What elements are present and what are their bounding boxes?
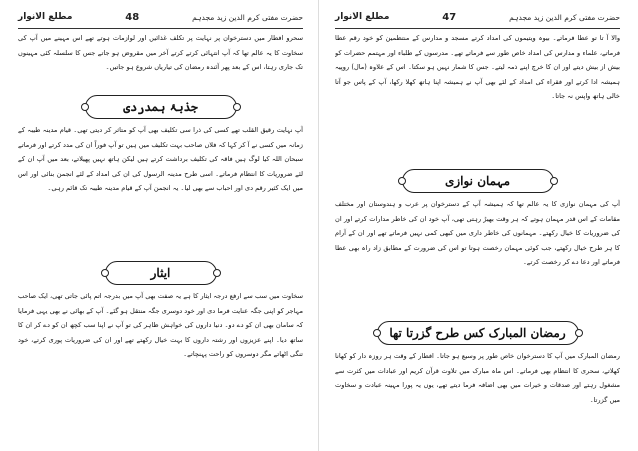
page-header (335, 6, 620, 29)
page-47 (325, 0, 630, 451)
page-number: 47 (442, 11, 457, 23)
section-heading-sacrifice: ایثار (105, 261, 217, 285)
paragraph: والا آ تا تو عطا فرماتے۔ بیوہ ویتیموں کی امداد کرتے مسجد و مدارس کے منتظمین کو خود رقم عطا فرماتے، علماء و مدارس کی امداد خاص طور سے فرماتے تھے۔ مدرسوں کے طلباء اور مہتمم حضرات کو بیش از بیش دیتے اور ان کا خرچ اپنے ذمہ لیتے۔ جس کا شمار نہیں ہو سکتا۔ اس کے علاوہ (مال) روپیہ ہمیشہ ادا کرتے اور فقراء کی امداد کے لئے بھی آپ نے ہمیشہ اپنا ہاتھ کھلا رکھا، آپ کے پاس جو آتا خالی ہاتھ واپس نہ جاتا۔ (335, 34, 620, 101)
page-gutter (318, 0, 319, 451)
page-number: 48 (125, 11, 140, 23)
paragraph: آپ کی مہمان نوازی کا یہ عالم تھا کہ ہمیشہ آپ کے دسترخوان پر عرب و ہندوستان اور مختلف مقامات کے اس قدر مہمان ہوتے کہ ہر وقت بھیڑ رہتی تھی، آپ خود ان کی خاطر مدارات کرتے اور ان کی ضروریات کا خیال رکھتے۔ مہمانوں کی خاطر داری میں کبھی کمی نہیں فرماتے تھے اور ان کے آرام کا ہر طرح خیال رکھتے، جب کوئی مہمان رخصت ہوتا تو اس کی ضرورت کے مطابق زاد راہ بھی عطا فرماتے اور دعا دے کر رخصت کرتے۔ (335, 200, 620, 267)
header-subtitle: حضرت مفتی کرم الدین زید مجدہم (509, 12, 620, 22)
header-title: مطلع الانوار (335, 12, 390, 22)
header-title: مطلع الانوار (18, 12, 73, 22)
section-heading-ramadan: رمضان المبارک کس طرح گزرتا تھا (377, 321, 579, 345)
page-48 (8, 0, 313, 451)
section-heading-sympathy: جذبۂ ہمدردی (85, 95, 237, 119)
page-header (18, 6, 303, 29)
paragraph: سخاوت میں سب سے ارفع درجہ ایثار کا ہے یہ صفت بھی آپ میں بدرجہ اتم پائی جاتی تھی، ایک صاحب مہاجر کو اپنی جگہ عنایت فرما دی اور خود دوسری جگہ منتقل ہو گئے۔ آپ کے بھائی نے بھی یہی فرمایا کہ سامان بھی ان کو دے دو۔ دنیا داروں کی خواہش ظاہر کی تو آپ نے اپنا سب کچھ ان کو دے کر ان کا ساتھ دیا۔ اپنے عزیزوں اور رشتہ داروں کا بہت خیال رکھتے تھے اور ان کی ضروریات پوری کرتے، خود تنگی اٹھاتے مگر دوسروں کو راحت پہنچاتے۔ (18, 292, 303, 359)
header-subtitle: حضرت مفتی کرم الدین زید مجدہم (192, 12, 303, 22)
section-heading-hospitality: مہمان نوازی (402, 169, 554, 193)
paragraph: آپ نہایت رقیق القلب تھے کسی کی ذرا سی تکلیف بھی آپ کو متاثر کر دیتی تھی۔ قیام مدینہ طیبہ کے زمانہ میں کسی نے آ کر کہا کہ فلاں صاحب بہت تکلیف میں ہیں تو آپ فوراً ان کی مدد کرتے اور فرماتے سبحان اللہ کیا لوگ ہیں فاقہ کی تکلیف برداشت کرتے ہیں لیکن ہاتھ نہیں پھیلاتے، بعد میں آپ ان کے لئے ضروریات کا انتظام فرماتے۔ اسی طرح مدینہ الرسول کی ان کی امداد کے لئے انجمن بنائی اور اس میں ایک کثیر رقم دی اور احباب سے بھی لیا۔ یہ انجمن آپ کے قیام مدینہ طیبہ تک قائم رہی۔ (18, 126, 303, 193)
paragraph: سحرو افطار میں دسترخوان پر نہایت پر تکلف غذائیں اور لوازمات ہوتے تھے اس مہینے میں آپ کی سخاوت کا یہ عالم تھا کہ آپ انتہائی کرتے کرتے آخر میں مقروض ہو جاتے جس کا سلسلہ کئی مہینوں تک جاری رہتا، اس کے بعد پھر آئندہ رمضان کی تیاریاں شروع ہو جاتیں۔ (18, 34, 303, 72)
paragraph: رمضان المبارک میں آپ کا دسترخوان خاص طور پر وسیع ہو جاتا۔ افطار کے وقت ہر روزہ دار کو کھانا کھلاتے، سحری کا انتظام بھی فرماتے۔ اس ماہ مبارک میں تلاوت قرآن کریم اور عبادات میں کثرت سے مشغول رہتے اور صدقات و خیرات میں بھی اضافہ فرما دیتے تھے، یوں یہ پورا مہینہ عبادت و سخاوت میں گزرتا۔ (335, 352, 620, 404)
